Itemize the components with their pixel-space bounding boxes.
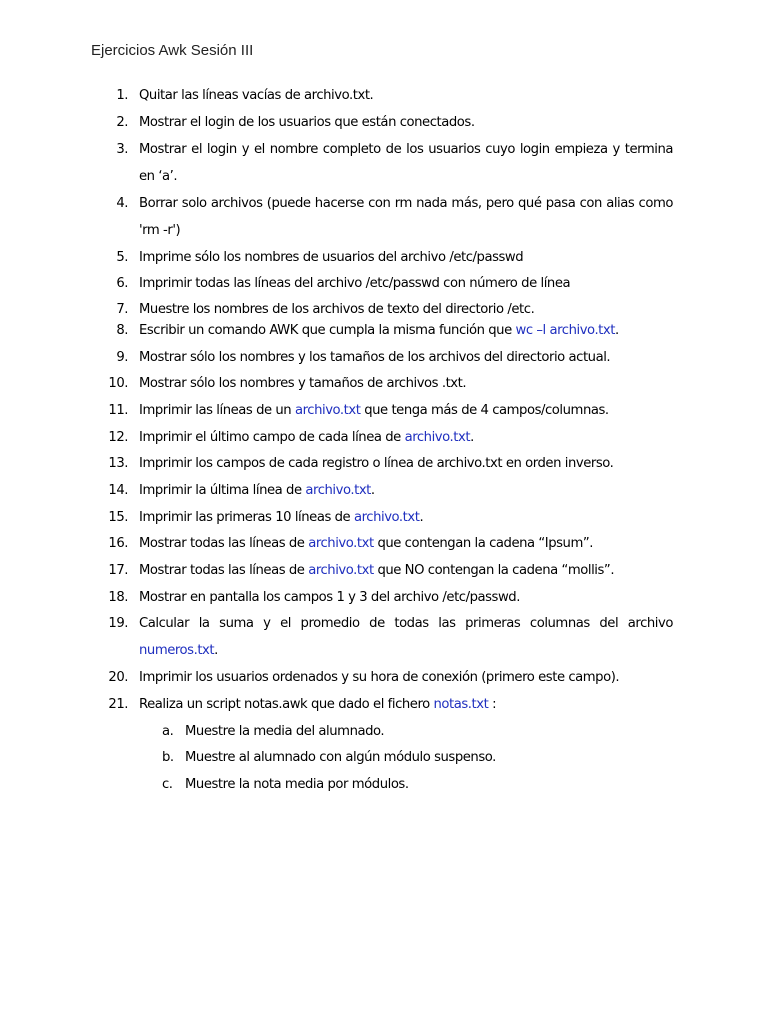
text-segment: Imprimir la última línea de [139,483,306,498]
list-item-number: 11. [108,403,128,418]
text-segment: . [419,510,424,525]
text-segment: Realiza un script notas.awk que dado el fichero [139,697,434,712]
file-link[interactable]: archivo.txt [308,536,374,551]
text-segment: Imprimir todas las líneas del archivo /etc/passwd con número de línea [139,276,571,291]
text-segment: que tenga más de 4 campos/columnas. [360,403,609,418]
text-segment: Mostrar en pantalla los campos 1 y 3 del archivo /etc/passwd. [139,590,520,605]
list-item-text [139,665,673,692]
text-segment: Mostrar el login de los usuarios que están conectados. [139,115,475,130]
text-segment: . [214,642,218,658]
sub-list-item-text: Muestre al alumnado con algún módulo suspenso. [185,750,496,765]
text-segment: Imprime sólo los nombres de usuarios del archivo /etc/passwd [139,250,524,265]
list-item-text [139,398,673,425]
list-item-text [139,505,673,532]
sub-list-item-text: Muestre la nota media por módulos. [185,777,409,792]
list-item-text [139,110,673,137]
list-item-number: 4. [116,196,128,211]
text-segment: que contengan la cadena “Ipsum”. [373,536,593,551]
text-segment: : [488,697,497,712]
list-item-text [139,692,673,719]
text-segment: Imprimir los usuarios ordenados y su hora de conexión (primero este campo). [139,670,620,685]
list-item-text [139,425,673,452]
text-segment: Imprimir los campos de cada registro o línea de archivo.txt en orden inverso. [139,456,614,471]
list-item-number: 18. [108,590,128,605]
text-segment: Escribir un comando AWK que cumpla la misma función que [139,323,516,338]
list-item-number: 1. [116,88,128,103]
text-segment: Mostrar el login y el nombre completo de los usuarios cuyo login empieza y termina en ‘a’. [139,142,673,184]
list-item-text [139,318,673,345]
list-item-number: 6. [116,276,128,291]
list-item-number: 17. [108,563,128,578]
list-item-number: 3. [116,142,128,157]
text-segment: . [614,323,619,338]
list-item-number: 20. [108,670,128,685]
file-link[interactable]: archivo.txt [308,563,374,578]
file-link[interactable]: archivo.txt [353,510,420,525]
list-item-text [139,478,673,505]
list-item-number: 21. [108,697,128,712]
list-item-number: 7. [116,302,128,317]
file-link[interactable]: archivo.txt [404,430,471,445]
list-item-number: 19. [108,616,128,631]
text-segment: Imprimir el último campo de cada línea de [139,430,405,445]
list-item-text [139,271,673,298]
list-item-text [139,83,673,110]
text-segment: Mostrar todas las líneas de [139,536,309,551]
text-segment: . [370,483,375,498]
list-item-number: 2. [116,115,128,130]
sub-list-item-text: Muestre la media del alumnado. [185,724,385,739]
list-item-number: 12. [108,430,128,445]
file-link[interactable]: numeros.txt [139,642,215,658]
list-item-text [139,191,673,244]
text-segment: Calcular la suma y el promedio de todas las primeras columnas del archivo [139,616,673,631]
list-item-number: 14. [108,483,128,498]
text-segment: Imprimir las primeras 10 líneas de [139,510,354,525]
list-item-text [139,245,673,272]
file-link[interactable]: archivo.txt [294,403,361,418]
list-item-number: 9. [116,350,128,365]
text-segment: Borrar solo archivos (puede hacerse con rm nada más, pero qué pasa con alias como 'rm -r') [139,196,673,238]
list-item-number: 15. [108,510,128,525]
text-segment: que NO contengan la cadena “mollis”. [373,563,615,578]
sub-list-item-letter: b. [162,750,174,765]
file-link[interactable]: wc –l archivo.txt [515,323,615,338]
list-item-number: 16. [108,536,128,551]
list-item-text [139,558,673,585]
list-item-number: 10. [108,376,128,391]
list-item-number: 8. [116,323,128,338]
file-link[interactable]: notas.txt [433,697,489,712]
list-item-text [139,585,673,612]
text-segment: Mostrar todas las líneas de [139,563,309,578]
list-item-text [139,137,673,190]
list-item-text [139,451,673,478]
list-item-text [139,371,673,398]
text-segment: Quitar las líneas vacías de archivo.txt. [139,88,374,103]
sub-list-item-letter: a. [162,724,174,739]
list-item-number: 5. [116,250,128,265]
text-segment: Mostrar sólo los nombres y los tamaños de los archivos del directorio actual. [139,350,611,365]
file-link[interactable]: archivo.txt [305,483,371,498]
sub-list-item-letter: c. [162,777,173,792]
list-item-text [139,611,673,664]
list-item-text [139,531,673,558]
list-item-text [139,345,673,372]
text-segment: Mostrar sólo los nombres y tamaños de archivos .txt. [139,376,467,391]
text-segment: . [470,430,474,445]
document-title: Ejercicios Awk Sesión III [91,42,254,59]
text-segment: Muestre los nombres de los archivos de texto del directorio /etc. [139,302,535,317]
text-segment: Imprimir las líneas de un [139,403,295,418]
list-item-number: 13. [108,456,128,471]
